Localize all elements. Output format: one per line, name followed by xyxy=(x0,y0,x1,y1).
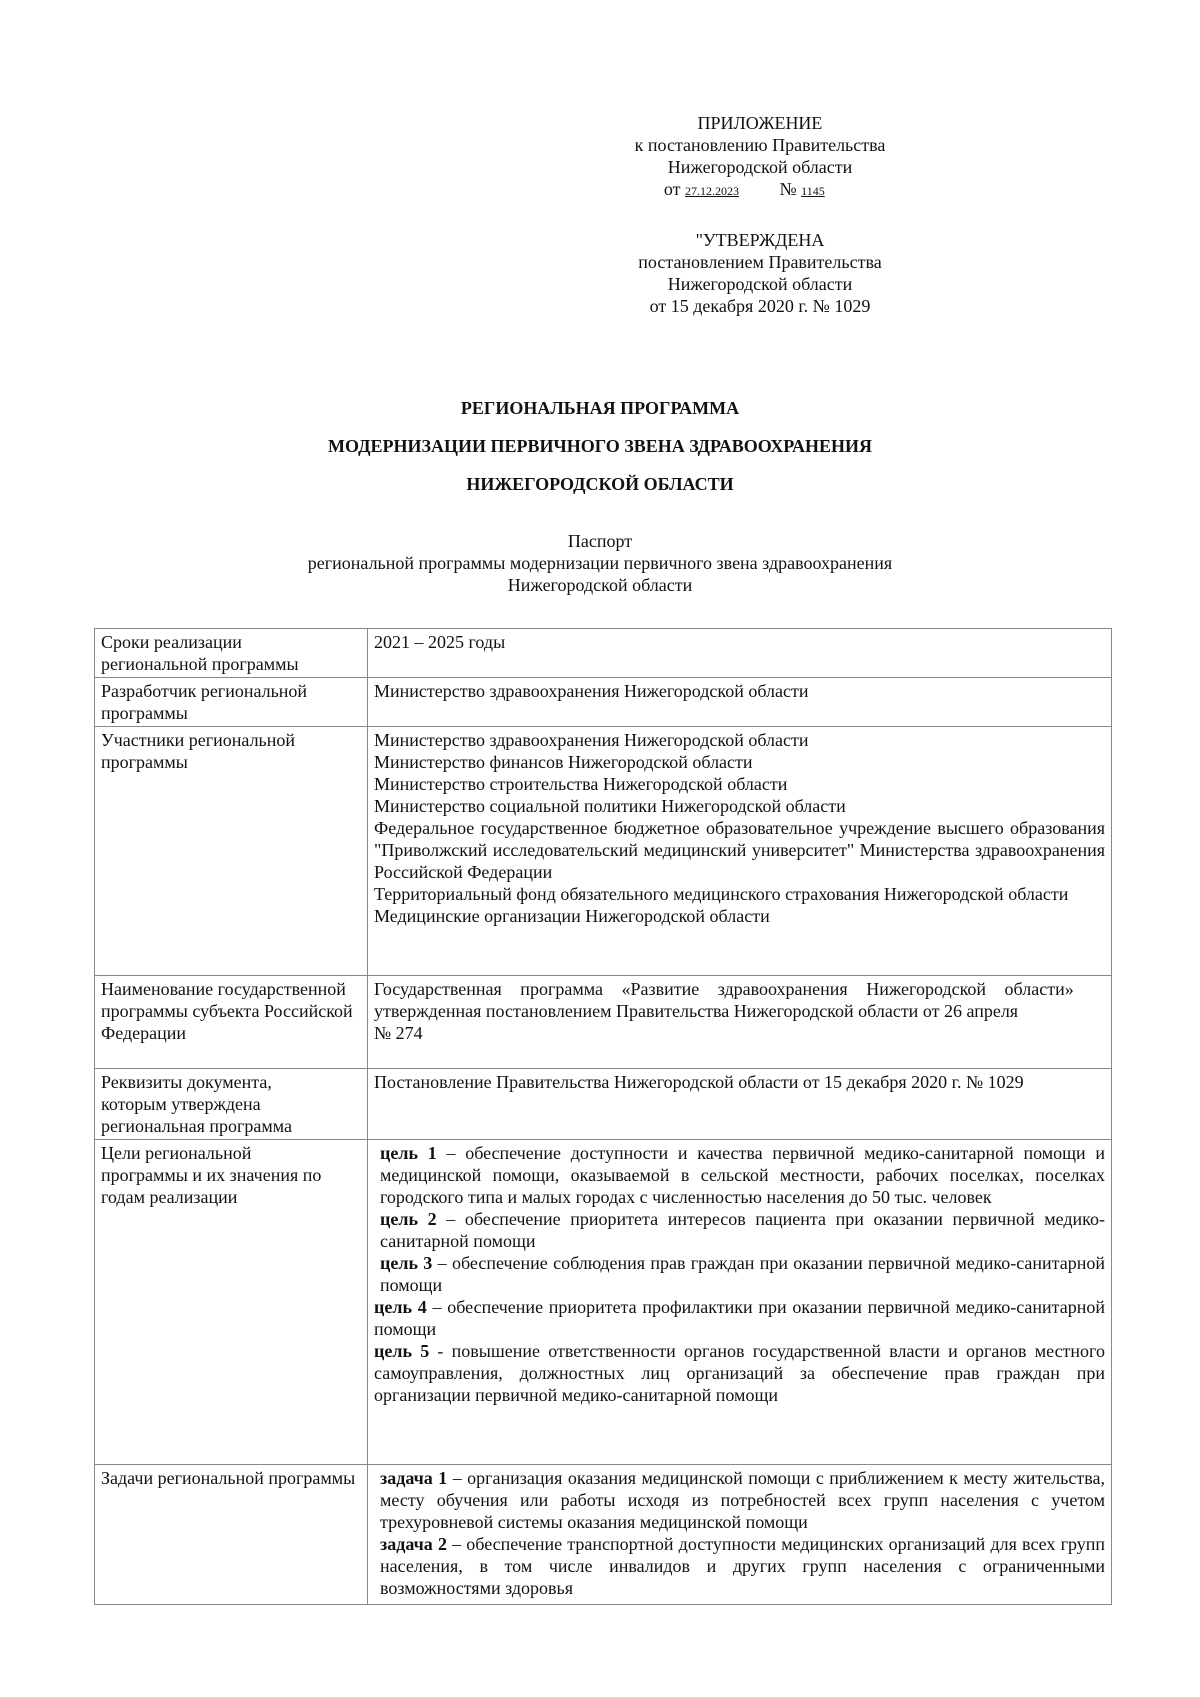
appendix-line1: к постановлению Правительства xyxy=(634,135,886,155)
goal-item xyxy=(374,1208,1105,1252)
list-item: Министерство здравоохранения Нижегородской области xyxy=(374,730,809,750)
appendix-date: 27.12.2023 xyxy=(684,184,739,198)
goal-sep: – xyxy=(432,1253,452,1273)
passport-table xyxy=(94,628,1112,1605)
goal-item xyxy=(374,1142,1105,1208)
appendix-number: 1145 xyxy=(801,184,825,198)
list-item: Министерство социальной политики Нижегородской области xyxy=(374,796,846,816)
task-text: обеспечение транспортной доступности медицинских организаций для всех групп населения, в том числе инвалидов и других групп населения с ограниченными возможностями здоровья xyxy=(380,1534,1105,1598)
approved-block xyxy=(600,229,920,317)
value-line: № 274 xyxy=(374,1023,423,1043)
label-cell xyxy=(95,976,368,1069)
label-text: программы субъекта Российской xyxy=(101,1001,353,1021)
goal-sep: - xyxy=(429,1341,452,1361)
list-item: Федеральное государственное бюджетное образовательное учреждение высшего образования "Приволжский исследовательский медицинский университет" Министерства здравоохранения Российской Федерации xyxy=(374,818,1105,882)
label-text: Цели региональной xyxy=(101,1143,252,1163)
value-cell xyxy=(368,727,1112,976)
appendix-date-line xyxy=(610,178,910,202)
goal-text: повышение ответственности органов государственной власти и органов местного самоуправления, должностных лиц организаций за обеспечение прав граждан при организации первичной медико-санитарной помощи xyxy=(374,1341,1105,1405)
label-text: Федерации xyxy=(101,1023,187,1043)
goal-text: обеспечение доступности и качества первичной медико-санитарной помощи и медицинской помощи, оказываемой в сельской местности, рабочих поселках, поселках городского типа и малых городах с численностью населения до 50 тыс. человек xyxy=(380,1143,1105,1207)
value-cell: Постановление Правительства Нижегородской области от 15 декабря 2020 г. № 1029 xyxy=(368,1069,1112,1140)
goal-sep: – xyxy=(436,1209,465,1229)
label-text: годам реализации xyxy=(101,1187,238,1207)
task-sep: – xyxy=(446,1534,467,1554)
program-title xyxy=(100,397,1100,511)
program-title-line3: НИЖЕГОРОДСКОЙ ОБЛАСТИ xyxy=(466,474,734,494)
list-item: Медицинские организации Нижегородской области xyxy=(374,906,770,926)
value-cell xyxy=(368,976,1112,1069)
label-text: программы xyxy=(101,703,188,723)
value-line: утвержденная постановлением Правительства Нижегородской области от 26 апреля xyxy=(374,1001,1019,1021)
table-row-terms xyxy=(95,629,1112,678)
goal-sep: – xyxy=(436,1143,466,1163)
label-text: Разработчик региональной xyxy=(101,681,308,701)
table-row-goals xyxy=(95,1140,1112,1465)
from-label: от xyxy=(663,179,681,199)
approved-line2: Нижегородской области xyxy=(667,274,853,294)
passport-title: Паспорт xyxy=(567,531,633,551)
approved-title: "УТВЕРЖДЕНА xyxy=(695,230,825,250)
task-sep: – xyxy=(447,1468,468,1488)
label-text: региональная программа xyxy=(101,1116,293,1136)
label-cell xyxy=(95,1069,368,1140)
passport-line1: региональной программы модернизации первичного звена здравоохранения xyxy=(307,553,893,573)
label-text: которым утверждена xyxy=(101,1094,261,1114)
label-text: программы и их значения по xyxy=(101,1165,322,1185)
label-text: Задачи региональной программы xyxy=(101,1468,356,1488)
goal-key: цель 4 xyxy=(374,1297,427,1317)
passport-line2: Нижегородской области xyxy=(507,575,693,595)
goal-key: цель 3 xyxy=(380,1253,433,1273)
value-cell: Министерство здравоохранения Нижегородской области xyxy=(368,678,1112,727)
goal-sep: – xyxy=(426,1297,448,1317)
goal-item xyxy=(374,1252,1105,1296)
label-text: программы xyxy=(101,752,188,772)
task-item xyxy=(374,1467,1105,1533)
label-cell xyxy=(95,1465,368,1605)
value-line: Государственная программа «Развитие здравоохранения Нижегородской области» xyxy=(374,979,1074,999)
table-row-document xyxy=(95,1069,1112,1140)
appendix-block xyxy=(610,112,910,202)
program-title-line1: РЕГИОНАЛЬНАЯ ПРОГРАММА xyxy=(460,398,740,418)
table-row-tasks xyxy=(95,1465,1112,1605)
approved-line1: постановлением Правительства xyxy=(638,252,882,272)
label-cell xyxy=(95,678,368,727)
goal-key: цель 1 xyxy=(380,1143,437,1163)
program-title-line2: МОДЕРНИЗАЦИИ ПЕРВИЧНОГО ЗВЕНА ЗДРАВООХРАНЕНИЯ xyxy=(328,436,872,456)
goal-text: обеспечение соблюдения прав граждан при оказании первичной медико-санитарной помощи xyxy=(380,1253,1106,1295)
label-cell xyxy=(95,1140,368,1465)
table-row-developer xyxy=(95,678,1112,727)
list-item: Территориальный фонд обязательного медицинского страхования Нижегородской области xyxy=(374,884,1069,904)
value-cell xyxy=(368,1465,1112,1605)
goal-item xyxy=(374,1340,1105,1406)
task-item xyxy=(374,1533,1105,1599)
label-text: Наименование государственной xyxy=(101,979,346,999)
label-text: Реквизиты документа, xyxy=(101,1072,272,1092)
goal-key: цель 5 xyxy=(374,1341,430,1361)
table-row-state-program xyxy=(95,976,1112,1069)
goal-text: обеспечение приоритета профилактики при оказании первичной медико-санитарной помощи xyxy=(374,1297,1106,1339)
passport-heading xyxy=(100,530,1100,596)
task-key: задача 2 xyxy=(380,1534,447,1554)
approved-line3: от 15 декабря 2020 г. № 1029 xyxy=(649,296,871,316)
appendix-line2: Нижегородской области xyxy=(667,157,853,177)
task-text: организация оказания медицинской помощи с приближением к месту жительства, месту обучения или работы исходя из потребностей всех групп населения с учетом трехуровневой системы оказания медицинской помощи xyxy=(380,1468,1105,1532)
goal-item xyxy=(374,1296,1105,1340)
list-item: Министерство строительства Нижегородской области xyxy=(374,774,788,794)
table-row-participants xyxy=(95,727,1112,976)
list-item: Министерство финансов Нижегородской области xyxy=(374,752,753,772)
value-cell: 2021 – 2025 годы xyxy=(368,629,1112,678)
label-cell xyxy=(95,727,368,976)
appendix-title: ПРИЛОЖЕНИЕ xyxy=(697,113,823,133)
task-key: задача 1 xyxy=(380,1468,448,1488)
label-text: Участники региональной xyxy=(101,730,296,750)
goal-text: обеспечение приоритета интересов пациента при оказании первичной медико-санитарной помощи xyxy=(380,1209,1105,1251)
number-label: № xyxy=(779,179,797,199)
value-cell xyxy=(368,1140,1112,1465)
goal-key: цель 2 xyxy=(380,1209,437,1229)
label-cell xyxy=(95,629,368,678)
label-text: Сроки реализации xyxy=(101,632,242,652)
label-text: региональной программы xyxy=(101,654,299,674)
